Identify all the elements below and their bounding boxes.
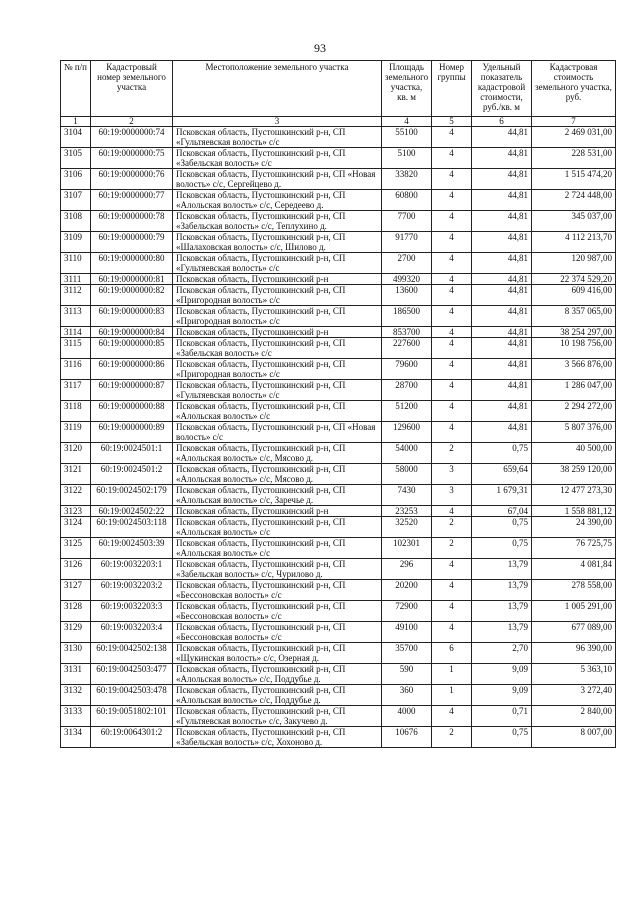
rate: 13,79 xyxy=(472,601,532,622)
group-number: 4 xyxy=(432,506,472,517)
table-row xyxy=(61,664,616,685)
cadastral-cost: 4 081,84 xyxy=(532,559,616,580)
header-rate: Удельный показатель кадастровой стоимости, руб./кв. м xyxy=(472,61,532,117)
cadastral-number: 60:19:0024503:39 xyxy=(91,538,173,559)
location: Псковская область, Пустошкинский р-н, СП «Пригородная волость» с/с xyxy=(173,306,382,327)
rate: 659,64 xyxy=(472,464,532,485)
cadastral-cost: 8 357 065,00 xyxy=(532,306,616,327)
cadastral-cost: 10 198 756,00 xyxy=(532,338,616,359)
table-row xyxy=(61,306,616,327)
area: 58000 xyxy=(382,464,432,485)
cadastral-cost: 12 477 273,30 xyxy=(532,485,616,506)
row-number: 3109 xyxy=(61,232,91,253)
group-number: 4 xyxy=(432,285,472,306)
area: 227600 xyxy=(382,338,432,359)
cadastral-number: 60:19:0000000:85 xyxy=(91,338,173,359)
cadastral-cost: 2 840,00 xyxy=(532,706,616,727)
header-cadastral-number: Кадастровый номер земельного участка xyxy=(91,61,173,117)
column-index: 7 xyxy=(532,117,616,127)
group-number: 4 xyxy=(432,559,472,580)
rate: 44,81 xyxy=(472,327,532,338)
location: Псковская область, Пустошкинский р-н, СП «Гультяевская волость» с/с xyxy=(173,380,382,401)
group-number: 3 xyxy=(432,485,472,506)
area: 49100 xyxy=(382,622,432,643)
location: Псковская область, Пустошкинский р-н, СП «Пригородная волость» с/с xyxy=(173,285,382,306)
area: 28700 xyxy=(382,380,432,401)
rate: 44,81 xyxy=(472,190,532,211)
header-area: Площадь земельного участка, кв. м xyxy=(382,61,432,117)
location: Псковская область, Пустошкинский р-н, СП «Алольская волость» с/с, Поддубье д. xyxy=(173,664,382,685)
row-number: 3117 xyxy=(61,380,91,401)
header-group: Номер группы xyxy=(432,61,472,117)
row-number: 3106 xyxy=(61,169,91,190)
row-number: 3122 xyxy=(61,485,91,506)
group-number: 2 xyxy=(432,517,472,538)
area: 10676 xyxy=(382,727,432,748)
row-number: 3111 xyxy=(61,274,91,285)
location: Псковская область, Пустошкинский р-н, СП «Алольская волость» с/с, Мясово д. xyxy=(173,443,382,464)
area: 2700 xyxy=(382,253,432,274)
table-row xyxy=(61,727,616,748)
area: 5100 xyxy=(382,148,432,169)
area: 55100 xyxy=(382,127,432,148)
location: Псковская область, Пустошкинский р-н, СП «Бессоновская волость» с/с xyxy=(173,580,382,601)
area: 32520 xyxy=(382,517,432,538)
cadastral-number: 60:19:0032203:2 xyxy=(91,580,173,601)
column-index: 1 xyxy=(61,117,91,127)
table-row xyxy=(61,643,616,664)
cadastral-cost: 2 294 272,00 xyxy=(532,401,616,422)
cadastral-cost: 345 037,00 xyxy=(532,211,616,232)
row-number: 3121 xyxy=(61,464,91,485)
table-row xyxy=(61,538,616,559)
area: 129600 xyxy=(382,422,432,443)
area: 79600 xyxy=(382,359,432,380)
row-number: 3123 xyxy=(61,506,91,517)
location: Псковская область, Пустошкинский р-н, СП «Забельская волость» с/с xyxy=(173,148,382,169)
cadastral-cost: 4 112 213,70 xyxy=(532,232,616,253)
cadastral-number: 60:19:0000000:89 xyxy=(91,422,173,443)
cadastral-cost: 96 390,00 xyxy=(532,643,616,664)
group-number: 6 xyxy=(432,643,472,664)
table-row xyxy=(61,464,616,485)
rate: 44,81 xyxy=(472,232,532,253)
table-row xyxy=(61,211,616,232)
row-number: 3126 xyxy=(61,559,91,580)
cadastral-number: 60:19:0000000:80 xyxy=(91,253,173,274)
rate: 44,81 xyxy=(472,274,532,285)
rate: 13,79 xyxy=(472,622,532,643)
cadastral-table xyxy=(60,60,616,748)
cadastral-number: 60:19:0000000:79 xyxy=(91,232,173,253)
cadastral-cost: 1 005 291,00 xyxy=(532,601,616,622)
table-row xyxy=(61,169,616,190)
row-number: 3134 xyxy=(61,727,91,748)
row-number: 3118 xyxy=(61,401,91,422)
group-number: 4 xyxy=(432,380,472,401)
location: Псковская область, Пустошкинский р-н, СП «Гультяевская волость» с/с, Закучево д. xyxy=(173,706,382,727)
header-no: № п/п xyxy=(61,61,91,117)
row-number: 3125 xyxy=(61,538,91,559)
rate: 44,81 xyxy=(472,169,532,190)
group-number: 2 xyxy=(432,443,472,464)
row-number: 3104 xyxy=(61,127,91,148)
group-number: 1 xyxy=(432,685,472,706)
table-row xyxy=(61,506,616,517)
table-row xyxy=(61,401,616,422)
row-number: 3128 xyxy=(61,601,91,622)
group-number: 4 xyxy=(432,253,472,274)
rate: 1 679,31 xyxy=(472,485,532,506)
cadastral-cost: 5 807 376,00 xyxy=(532,422,616,443)
rate: 44,81 xyxy=(472,306,532,327)
area: 33820 xyxy=(382,169,432,190)
column-index: 4 xyxy=(382,117,432,127)
group-number: 4 xyxy=(432,306,472,327)
cadastral-cost: 2 469 031,00 xyxy=(532,127,616,148)
cadastral-number: 60:19:0000000:84 xyxy=(91,327,173,338)
area: 296 xyxy=(382,559,432,580)
rate: 44,81 xyxy=(472,338,532,359)
row-number: 3130 xyxy=(61,643,91,664)
row-number: 3119 xyxy=(61,422,91,443)
group-number: 4 xyxy=(432,706,472,727)
rate: 13,79 xyxy=(472,580,532,601)
location: Псковская область, Пустошкинский р-н, СП «Пригородная волость» с/с xyxy=(173,359,382,380)
table-row xyxy=(61,232,616,253)
row-number: 3124 xyxy=(61,517,91,538)
row-number: 3113 xyxy=(61,306,91,327)
cadastral-cost: 3 566 876,00 xyxy=(532,359,616,380)
group-number: 4 xyxy=(432,622,472,643)
cadastral-number: 60:19:0042503:477 xyxy=(91,664,173,685)
table-row xyxy=(61,622,616,643)
rate: 9,09 xyxy=(472,664,532,685)
location: Псковская область, Пустошкинский р-н, СП «Щукинская волость» с/с, Озерная д. xyxy=(173,643,382,664)
cadastral-cost: 40 500,00 xyxy=(532,443,616,464)
row-number: 3120 xyxy=(61,443,91,464)
area: 20200 xyxy=(382,580,432,601)
header-cost: Кадастровая стоимость земельного участка, руб. xyxy=(532,61,616,117)
cadastral-number: 60:19:0000000:75 xyxy=(91,148,173,169)
cadastral-cost: 609 416,00 xyxy=(532,285,616,306)
location: Псковская область, Пустошкинский р-н, СП «Шалаховская волость» с/с, Шилово д. xyxy=(173,232,382,253)
location: Псковская область, Пустошкинский р-н, СП «Алольская волость» с/с, Мясово д. xyxy=(173,464,382,485)
area: 13600 xyxy=(382,285,432,306)
rate: 0,75 xyxy=(472,443,532,464)
table-row xyxy=(61,685,616,706)
cadastral-cost: 1 286 047,00 xyxy=(532,380,616,401)
row-number: 3131 xyxy=(61,664,91,685)
rate: 44,81 xyxy=(472,422,532,443)
location: Псковская область, Пустошкинский р-н xyxy=(173,327,382,338)
location: Псковская область, Пустошкинский р-н, СП «Алольская волость» с/с xyxy=(173,401,382,422)
location: Псковская область, Пустошкинский р-н, СП «Алольская волость» с/с, Поддубье д. xyxy=(173,685,382,706)
group-number: 4 xyxy=(432,580,472,601)
cadastral-number: 60:19:0032203:4 xyxy=(91,622,173,643)
table-row xyxy=(61,190,616,211)
table-row xyxy=(61,380,616,401)
group-number: 4 xyxy=(432,190,472,211)
group-number: 4 xyxy=(432,422,472,443)
row-number: 3133 xyxy=(61,706,91,727)
row-number: 3107 xyxy=(61,190,91,211)
group-number: 1 xyxy=(432,664,472,685)
table-row xyxy=(61,127,616,148)
location: Псковская область, Пустошкинский р-н, СП «Бессоновская волость» с/с xyxy=(173,601,382,622)
column-index: 5 xyxy=(432,117,472,127)
cadastral-number: 60:19:0000000:81 xyxy=(91,274,173,285)
row-number: 3110 xyxy=(61,253,91,274)
area: 360 xyxy=(382,685,432,706)
area: 499320 xyxy=(382,274,432,285)
location: Псковская область, Пустошкинский р-н, СП «Забельская волость» с/с, Хохоново д. xyxy=(173,727,382,748)
area: 72900 xyxy=(382,601,432,622)
cadastral-cost: 228 531,00 xyxy=(532,148,616,169)
area: 7700 xyxy=(382,211,432,232)
table-row xyxy=(61,706,616,727)
location: Псковская область, Пустошкинский р-н, СП «Забельская волость» с/с, Чурилово д. xyxy=(173,559,382,580)
row-number: 3116 xyxy=(61,359,91,380)
row-number: 3132 xyxy=(61,685,91,706)
table-row xyxy=(61,422,616,443)
location: Псковская область, Пустошкинский р-н, СП «Гультяевская волость» с/с xyxy=(173,253,382,274)
row-number: 3129 xyxy=(61,622,91,643)
table-row xyxy=(61,253,616,274)
rate: 44,81 xyxy=(472,401,532,422)
row-number: 3114 xyxy=(61,327,91,338)
group-number: 4 xyxy=(432,601,472,622)
cadastral-cost: 2 724 448,00 xyxy=(532,190,616,211)
location: Псковская область, Пустошкинский р-н, СП «Новая волость» с/с xyxy=(173,422,382,443)
area: 23253 xyxy=(382,506,432,517)
column-index: 2 xyxy=(91,117,173,127)
cadastral-cost: 22 374 529,20 xyxy=(532,274,616,285)
area: 102301 xyxy=(382,538,432,559)
cadastral-number: 60:19:0042502:138 xyxy=(91,643,173,664)
cadastral-cost: 24 390,00 xyxy=(532,517,616,538)
location: Псковская область, Пустошкинский р-н, СП «Алольская волость» с/с xyxy=(173,517,382,538)
location: Псковская область, Пустошкинский р-н, СП «Гультяевская волость» с/с xyxy=(173,127,382,148)
cadastral-number: 60:19:0000000:77 xyxy=(91,190,173,211)
group-number: 4 xyxy=(432,401,472,422)
rate: 44,81 xyxy=(472,359,532,380)
cadastral-number: 60:19:0042503:478 xyxy=(91,685,173,706)
rate: 13,79 xyxy=(472,559,532,580)
rate: 44,81 xyxy=(472,148,532,169)
table-row xyxy=(61,359,616,380)
area: 60800 xyxy=(382,190,432,211)
page-number: 93 xyxy=(314,41,326,55)
location: Псковская область, Пустошкинский р-н, СП «Алольская волость» с/с, Середеево д. xyxy=(173,190,382,211)
area: 186500 xyxy=(382,306,432,327)
area: 853700 xyxy=(382,327,432,338)
location: Псковская область, Пустошкинский р-н, СП «Алольская волость» с/с, Заречье д. xyxy=(173,485,382,506)
cadastral-number: 60:19:0000000:87 xyxy=(91,380,173,401)
cadastral-cost: 5 363,10 xyxy=(532,664,616,685)
table-row xyxy=(61,580,616,601)
header-row xyxy=(61,61,616,117)
cadastral-number: 60:19:0024501:2 xyxy=(91,464,173,485)
cadastral-number: 60:19:0000000:86 xyxy=(91,359,173,380)
rate: 44,81 xyxy=(472,285,532,306)
rate: 0,75 xyxy=(472,538,532,559)
group-number: 4 xyxy=(432,338,472,359)
cadastral-number: 60:19:0024502:179 xyxy=(91,485,173,506)
row-number: 3108 xyxy=(61,211,91,232)
cadastral-number: 60:19:0024503:118 xyxy=(91,517,173,538)
column-index: 3 xyxy=(173,117,382,127)
rate: 67,04 xyxy=(472,506,532,517)
group-number: 4 xyxy=(432,359,472,380)
group-number: 4 xyxy=(432,232,472,253)
cadastral-number: 60:19:0032203:3 xyxy=(91,601,173,622)
group-number: 4 xyxy=(432,169,472,190)
group-number: 3 xyxy=(432,464,472,485)
table-row xyxy=(61,285,616,306)
cadastral-cost: 3 272,40 xyxy=(532,685,616,706)
table-row xyxy=(61,517,616,538)
table-row xyxy=(61,559,616,580)
cadastral-number: 60:19:0000000:74 xyxy=(91,127,173,148)
rate: 0,75 xyxy=(472,727,532,748)
cadastral-cost: 1 558 881,12 xyxy=(532,506,616,517)
table-row xyxy=(61,338,616,359)
area: 54000 xyxy=(382,443,432,464)
group-number: 4 xyxy=(432,211,472,232)
rate: 9,09 xyxy=(472,685,532,706)
rate: 0,71 xyxy=(472,706,532,727)
group-number: 4 xyxy=(432,127,472,148)
location: Псковская область, Пустошкинский р-н xyxy=(173,274,382,285)
cadastral-cost: 278 558,00 xyxy=(532,580,616,601)
cadastral-number: 60:19:0000000:82 xyxy=(91,285,173,306)
area: 35700 xyxy=(382,643,432,664)
rate: 44,81 xyxy=(472,253,532,274)
location: Псковская область, Пустошкинский р-н, СП «Забельская волость» с/с, Теплухино д. xyxy=(173,211,382,232)
location: Псковская область, Пустошкинский р-н xyxy=(173,506,382,517)
cadastral-number: 60:19:0000000:83 xyxy=(91,306,173,327)
location: Псковская область, Пустошкинский р-н, СП «Бессоновская волость» с/с xyxy=(173,622,382,643)
cadastral-number: 60:19:0000000:76 xyxy=(91,169,173,190)
rate: 44,81 xyxy=(472,380,532,401)
table-row xyxy=(61,443,616,464)
location: Псковская область, Пустошкинский р-н, СП «Алольская волость» с/с xyxy=(173,538,382,559)
cadastral-cost: 1 515 474,20 xyxy=(532,169,616,190)
area: 590 xyxy=(382,664,432,685)
group-number: 2 xyxy=(432,538,472,559)
row-number: 3127 xyxy=(61,580,91,601)
location: Псковская область, Пустошкинский р-н, СП «Новая волость» с/с, Сергейцево д. xyxy=(173,169,382,190)
header-location: Местоположение земельного участка xyxy=(173,61,382,117)
cadastral-number: 60:19:0000000:78 xyxy=(91,211,173,232)
cadastral-cost: 76 725,75 xyxy=(532,538,616,559)
group-number: 4 xyxy=(432,148,472,169)
table-body xyxy=(61,127,616,748)
cadastral-cost: 120 987,00 xyxy=(532,253,616,274)
group-number: 4 xyxy=(432,327,472,338)
rate: 0,75 xyxy=(472,517,532,538)
area: 4000 xyxy=(382,706,432,727)
area: 91770 xyxy=(382,232,432,253)
rate: 44,81 xyxy=(472,211,532,232)
table-row xyxy=(61,148,616,169)
table-row xyxy=(61,274,616,285)
row-number: 3115 xyxy=(61,338,91,359)
cadastral-cost: 677 089,00 xyxy=(532,622,616,643)
location: Псковская область, Пустошкинский р-н, СП «Забельская волость» с/с xyxy=(173,338,382,359)
table-row xyxy=(61,485,616,506)
row-number: 3112 xyxy=(61,285,91,306)
cadastral-cost: 38 254 297,00 xyxy=(532,327,616,338)
cadastral-number: 60:19:0024502:22 xyxy=(91,506,173,517)
cadastral-number: 60:19:0051802:101 xyxy=(91,706,173,727)
rate: 2,70 xyxy=(472,643,532,664)
row-number: 3105 xyxy=(61,148,91,169)
area: 7430 xyxy=(382,485,432,506)
cadastral-number: 60:19:0000000:88 xyxy=(91,401,173,422)
cadastral-number: 60:19:0064301:2 xyxy=(91,727,173,748)
group-number: 2 xyxy=(432,727,472,748)
cadastral-number: 60:19:0024501:1 xyxy=(91,443,173,464)
table-row xyxy=(61,327,616,338)
column-index-row xyxy=(61,117,616,127)
table-row xyxy=(61,601,616,622)
cadastral-number: 60:19:0032203:1 xyxy=(91,559,173,580)
area: 51200 xyxy=(382,401,432,422)
cadastral-cost: 38 259 120,00 xyxy=(532,464,616,485)
cadastral-cost: 8 007,00 xyxy=(532,727,616,748)
rate: 44,81 xyxy=(472,127,532,148)
column-index: 6 xyxy=(472,117,532,127)
group-number: 4 xyxy=(432,274,472,285)
